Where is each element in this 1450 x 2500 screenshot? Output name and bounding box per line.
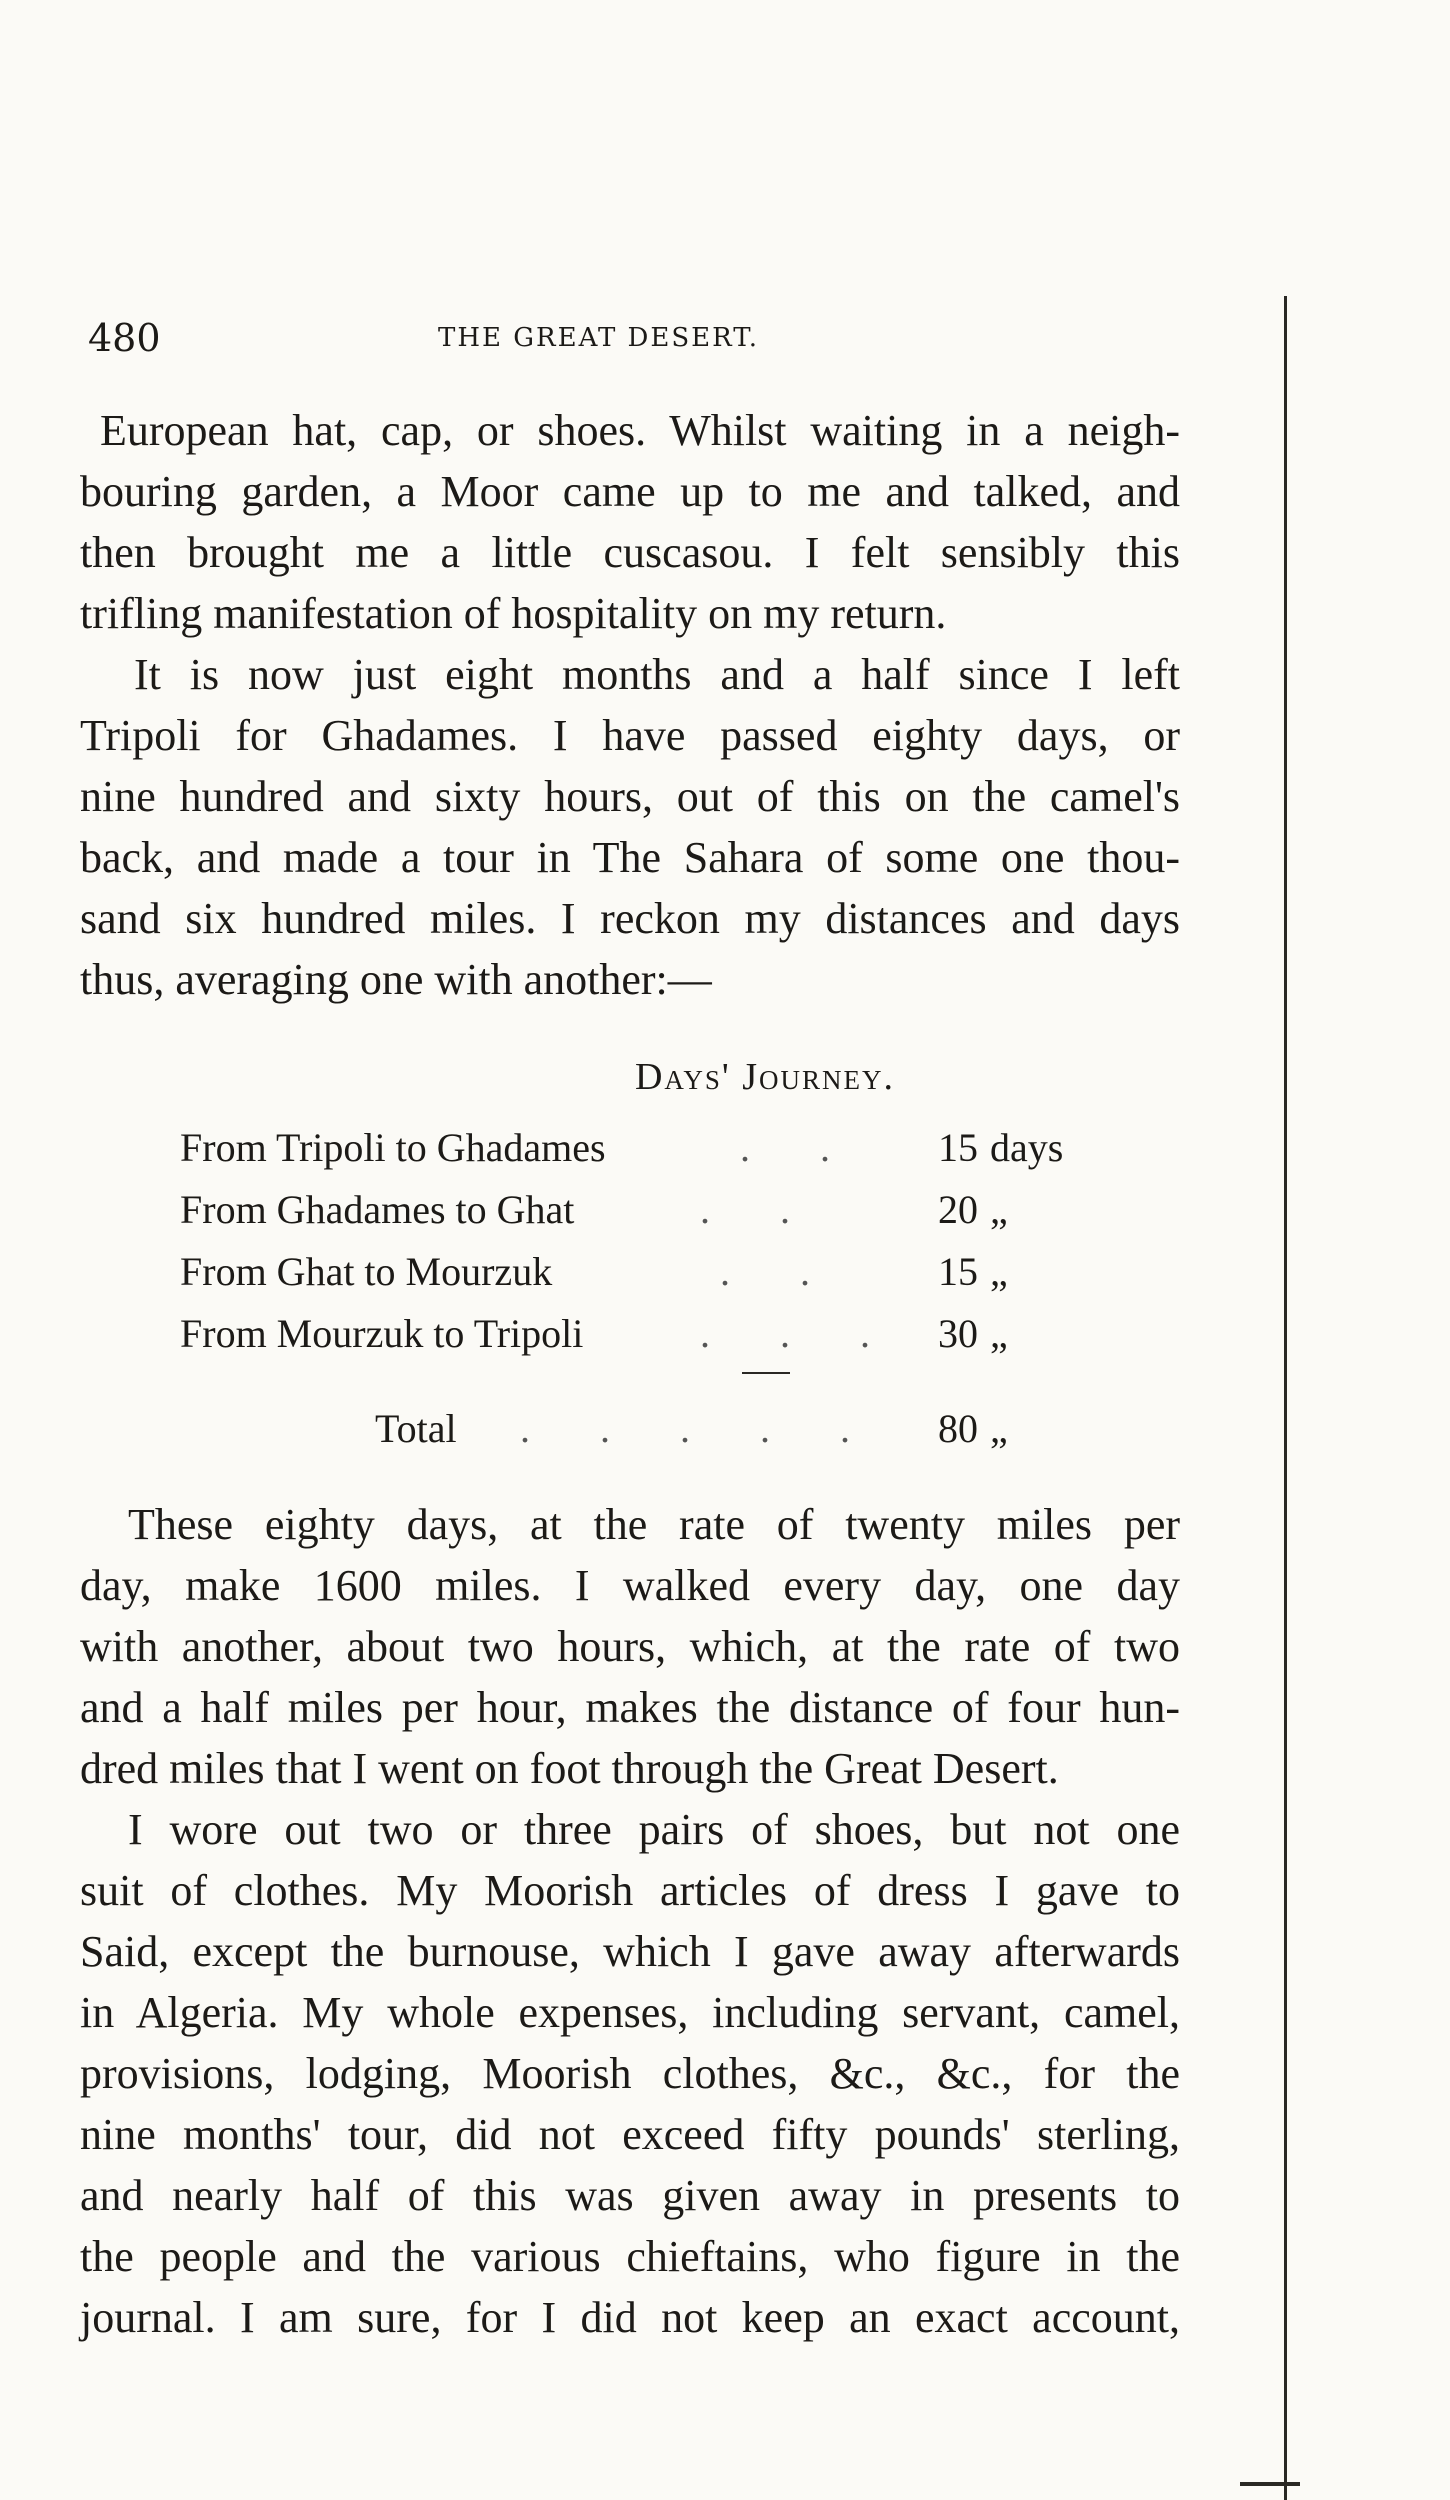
- text-line: sand six hundred miles. I reckon my distances and days: [80, 894, 1180, 943]
- dot-leader: . . . . .: [520, 1406, 880, 1451]
- journey-days: 20: [938, 1187, 978, 1232]
- text-line: suit of clothes. My Moorish articles of dress I gave to: [80, 1866, 1180, 1915]
- paragraph-expenses: [80, 1799, 1180, 2348]
- text-line: nine months' tour, did not exceed fifty pounds' sterling,: [80, 2110, 1180, 2159]
- journey-unit: „: [990, 1187, 1008, 1232]
- total-unit: „: [990, 1406, 1008, 1451]
- text-line: I wore out two or three pairs of shoes, but not one: [128, 1805, 1180, 1854]
- text-line: with another, about two hours, which, at the rate of two: [80, 1622, 1180, 1671]
- text-line: journal. I am sure, for I did not keep an exact account,: [80, 2293, 1180, 2342]
- dot-leader: . .: [720, 1249, 840, 1294]
- journey-route: From Ghat to Mourzuk: [180, 1249, 553, 1294]
- text-line: in Algeria. My whole expenses, including servant, camel,: [80, 1988, 1180, 2037]
- text-line: the people and the various chieftains, who figure in the: [80, 2232, 1180, 2281]
- text-line: day, make 1600 miles. I walked every day, one day: [80, 1561, 1180, 1610]
- journey-row: [180, 1303, 1080, 1365]
- text-line: It is now just eight months and a half since I left: [134, 650, 1180, 699]
- journey-days: 15: [938, 1125, 978, 1170]
- journey-route: From Tripoli to Ghadames: [180, 1125, 606, 1170]
- text-line: bouring garden, a Moor came up to me and talked, and: [80, 467, 1180, 516]
- text-line: These eighty days, at the rate of twenty miles per: [128, 1500, 1180, 1549]
- page-header: [88, 308, 1188, 368]
- total-days: 80: [938, 1406, 978, 1451]
- journey-unit: „: [990, 1249, 1008, 1294]
- paragraph-continuation: [80, 400, 1180, 644]
- page-number: 480: [88, 316, 161, 360]
- text-line: Tripoli for Ghadames. I have passed eighty days, or: [80, 711, 1180, 760]
- journey-row: [180, 1241, 1080, 1303]
- page-edge-rule: [1284, 296, 1287, 2500]
- journey-row: [180, 1179, 1080, 1241]
- dot-leader: . .: [740, 1125, 860, 1170]
- journey-total-row: [180, 1398, 1080, 1460]
- text-line: European hat, cap, or shoes. Whilst waiting in a neigh-: [100, 406, 1180, 455]
- text-line: thus, averaging one with another:—: [80, 955, 712, 1004]
- total-label: Total: [375, 1406, 457, 1451]
- text-line: provisions, lodging, Moorish clothes, &c., &c., for the: [80, 2049, 1180, 2098]
- text-line: nine hundred and sixty hours, out of this on the camel's: [80, 772, 1180, 821]
- journey-unit: days: [990, 1125, 1064, 1170]
- dot-leader: . .: [700, 1187, 820, 1232]
- journey-unit: „: [990, 1311, 1008, 1356]
- journey-table: [180, 1117, 1080, 1365]
- text-line: back, and made a tour in The Sahara of some one thou-: [80, 833, 1180, 882]
- page-corner-mark: [1240, 2482, 1300, 2486]
- sum-rule: [742, 1372, 790, 1374]
- journey-days: 30: [938, 1311, 978, 1356]
- text-line: and a half miles per hour, makes the distance of four hun-: [80, 1683, 1180, 1732]
- dot-leader: . . .: [700, 1311, 900, 1356]
- journey-route: From Mourzuk to Tripoli: [180, 1311, 584, 1356]
- journey-route: From Ghadames to Ghat: [180, 1187, 575, 1232]
- journey-days: 15: [938, 1249, 978, 1294]
- running-title: THE GREAT DESERT.: [438, 323, 760, 353]
- text-line: and nearly half of this was given away in presents to: [80, 2171, 1180, 2220]
- paragraph-eighty-days: [80, 1494, 1180, 1799]
- paragraph-months-travel: [80, 644, 1180, 1010]
- text-line: Said, except the burnouse, which I gave away afterwards: [80, 1927, 1180, 1976]
- journey-row: [180, 1117, 1080, 1179]
- journey-table-title: Days' Journey.: [634, 1056, 896, 1098]
- text-line: trifling manifestation of hospitality on my return.: [80, 589, 947, 638]
- text-line: then brought me a little cuscasou. I felt sensibly this: [80, 528, 1180, 577]
- text-line: dred miles that I went on foot through the Great Desert.: [80, 1744, 1059, 1793]
